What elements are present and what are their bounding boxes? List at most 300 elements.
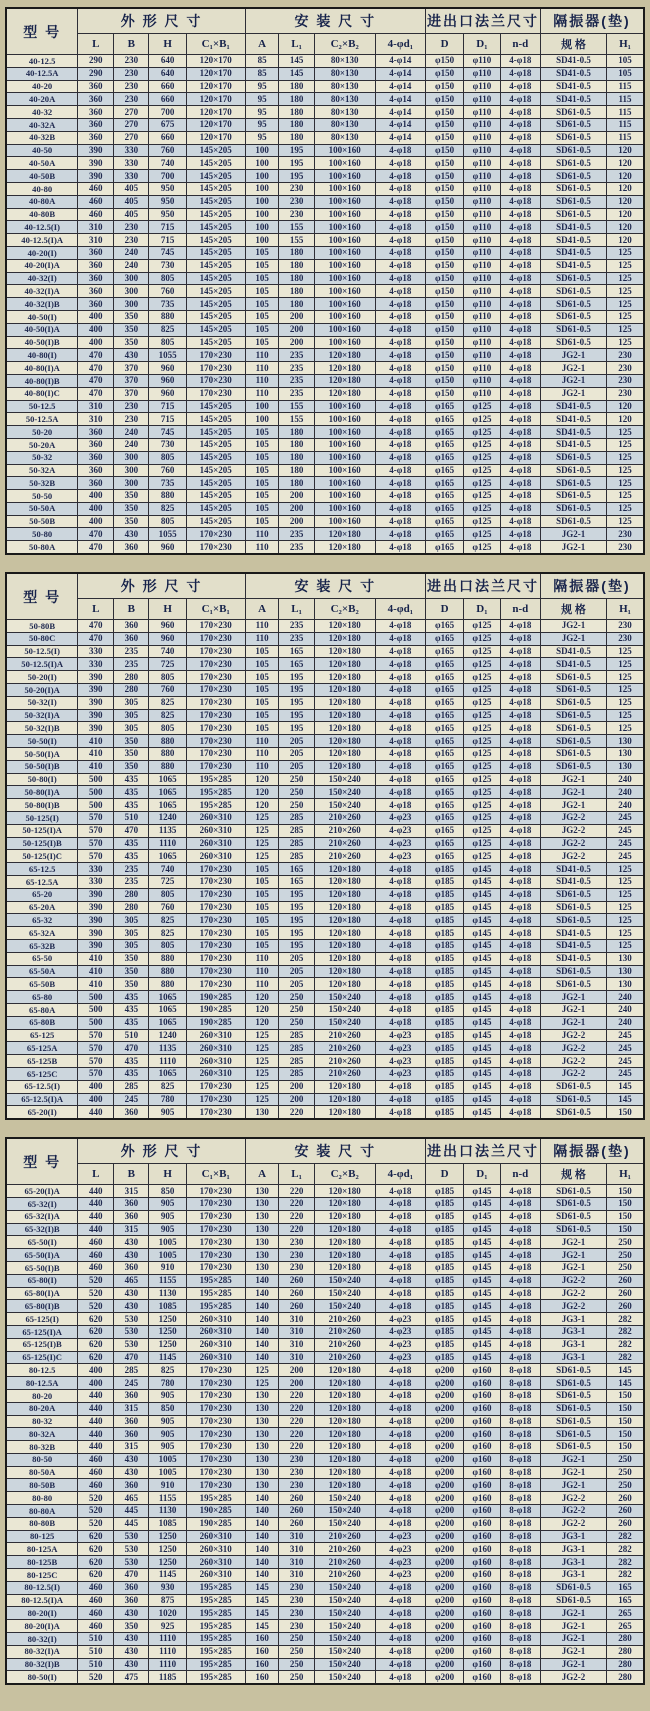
cell-inst-a: 95 — [245, 93, 279, 106]
cell-isolator-h1: 245 — [607, 850, 644, 863]
cell-dim-b: 360 — [114, 1106, 149, 1119]
cell-dim-b: 530 — [114, 1325, 149, 1338]
cell-dim-c1b1: 170×230 — [186, 1364, 245, 1377]
cell-isolator-spec: JG2-1 — [540, 1453, 606, 1466]
cell-inst-a: 130 — [245, 1261, 279, 1274]
cell-inst-l1: 230 — [279, 1594, 314, 1607]
cell-isolator-h1: 130 — [607, 965, 644, 978]
cell-flange-nd: 4-φ18 — [500, 374, 540, 387]
cell-isolator-h1: 115 — [607, 80, 644, 93]
cell-isolator-spec: SD41-0.5 — [540, 413, 606, 426]
cell-isolator-spec: SD61-0.5 — [540, 490, 606, 503]
cell-dim-l: 410 — [78, 748, 114, 761]
table-row — [6, 1492, 644, 1505]
cell-dim-c1b1: 120×170 — [186, 131, 245, 144]
table-row — [6, 799, 644, 812]
cell-flange-d1: φ145 — [464, 1300, 501, 1313]
cell-flange-d: φ150 — [426, 195, 464, 208]
cell-flange-d1: φ145 — [464, 876, 501, 889]
cell-dim-h: 825 — [149, 696, 186, 709]
cell-dim-l: 510 — [78, 1658, 114, 1671]
model-cell: 50-50(I) — [6, 735, 78, 748]
cell-inst-a: 130 — [245, 1402, 279, 1415]
cell-inst-4phid1: 4-φ18 — [375, 965, 425, 978]
cell-dim-l: 520 — [78, 1287, 114, 1300]
cell-flange-nd: 4-φ18 — [500, 413, 540, 426]
cell-flange-d: φ185 — [426, 1249, 464, 1262]
cell-dim-h: 1250 — [149, 1325, 186, 1338]
cell-dim-b: 315 — [114, 1441, 149, 1454]
cell-inst-a: 130 — [245, 1389, 279, 1402]
cell-dim-b: 350 — [114, 735, 149, 748]
cell-inst-c2b2: 120×180 — [314, 914, 375, 927]
model-cell: 80-50B — [6, 1479, 78, 1492]
cell-flange-d1: φ110 — [464, 93, 501, 106]
table-header — [6, 8, 644, 55]
cell-flange-d1: φ110 — [464, 349, 501, 362]
cell-flange-nd: 4-φ18 — [500, 336, 540, 349]
cell-inst-l1: 165 — [279, 876, 314, 889]
cell-inst-4phid1: 4-φ18 — [375, 451, 425, 464]
cell-dim-b: 230 — [114, 413, 149, 426]
cell-inst-l1: 180 — [279, 80, 314, 93]
cell-inst-l1: 180 — [279, 118, 314, 131]
table-row — [6, 888, 644, 901]
cell-inst-l1: 180 — [279, 464, 314, 477]
cell-inst-a: 110 — [245, 528, 279, 541]
cell-isolator-spec: SD61-0.5 — [540, 1428, 606, 1441]
cell-inst-a: 105 — [245, 709, 279, 722]
cell-dim-c1b1: 170×230 — [186, 760, 245, 773]
cell-flange-d: φ200 — [426, 1645, 464, 1658]
cell-inst-4phid1: 4-φ18 — [375, 1106, 425, 1119]
cell-flange-nd: 4-φ18 — [500, 1236, 540, 1249]
cell-flange-d1: φ145 — [464, 952, 501, 965]
col-group-installation: 安 装 尺 寸 — [245, 8, 425, 34]
model-cell: 65-80(I) — [6, 1274, 78, 1287]
cell-flange-nd: 4-φ18 — [500, 850, 540, 863]
model-cell: 65-50(I)B — [6, 1261, 78, 1274]
cell-isolator-h1: 265 — [607, 1607, 644, 1620]
cell-flange-d1: φ125 — [464, 760, 501, 773]
cell-flange-nd: 8-φ18 — [500, 1402, 540, 1415]
cell-inst-c2b2: 100×160 — [314, 464, 375, 477]
cell-inst-a: 140 — [245, 1338, 279, 1351]
cell-flange-d1: φ110 — [464, 170, 501, 183]
table-row — [6, 246, 644, 259]
cell-inst-c2b2: 120×180 — [314, 684, 375, 697]
cell-inst-a: 110 — [245, 632, 279, 645]
cell-flange-d: φ165 — [426, 824, 464, 837]
cell-dim-l: 510 — [78, 1633, 114, 1646]
cell-dim-h: 960 — [149, 374, 186, 387]
cell-dim-l: 500 — [78, 991, 114, 1004]
cell-dim-h: 880 — [149, 735, 186, 748]
cell-isolator-h1: 230 — [607, 541, 644, 554]
cell-dim-h: 1155 — [149, 1274, 186, 1287]
cell-isolator-spec: JG2-1 — [540, 528, 606, 541]
cell-dim-c1b1: 170×230 — [186, 1223, 245, 1236]
cell-dim-c1b1: 170×230 — [186, 632, 245, 645]
cell-dim-l: 440 — [78, 1389, 114, 1402]
cell-flange-d1: φ125 — [464, 645, 501, 658]
model-cell: 50-12.5A — [6, 413, 78, 426]
cell-dim-h: 730 — [149, 438, 186, 451]
cell-flange-nd: 4-φ18 — [500, 1042, 540, 1055]
cell-inst-l1: 230 — [279, 195, 314, 208]
cell-inst-a: 110 — [245, 349, 279, 362]
cell-inst-a: 105 — [245, 876, 279, 889]
cell-inst-c2b2: 100×160 — [314, 259, 375, 272]
cell-inst-a: 110 — [245, 748, 279, 761]
cell-dim-l: 310 — [78, 400, 114, 413]
cell-isolator-spec: SD41-0.5 — [540, 80, 606, 93]
cell-isolator-h1: 240 — [607, 799, 644, 812]
cell-inst-c2b2: 120×180 — [314, 1236, 375, 1249]
col-header-isolator-spec: 规 格 — [540, 34, 606, 55]
cell-dim-h: 1085 — [149, 1300, 186, 1313]
cell-dim-l: 360 — [78, 80, 114, 93]
cell-dim-c1b1: 170×230 — [186, 684, 245, 697]
cell-inst-4phid1: 4-φ18 — [375, 144, 425, 157]
cell-isolator-spec: JG3-1 — [540, 1530, 606, 1543]
cell-flange-nd: 4-φ18 — [500, 144, 540, 157]
cell-isolator-spec: JG2-2 — [540, 1287, 606, 1300]
model-cell: 65-125(I) — [6, 1313, 78, 1326]
table-row — [6, 1505, 644, 1518]
cell-inst-a: 105 — [245, 658, 279, 671]
cell-dim-l: 460 — [78, 1453, 114, 1466]
cell-inst-c2b2: 120×180 — [314, 1197, 375, 1210]
cell-flange-d: φ185 — [426, 1274, 464, 1287]
cell-dim-l: 440 — [78, 1185, 114, 1198]
model-cell: 80-20(I)A — [6, 1620, 78, 1633]
table-row — [6, 310, 644, 323]
cell-dim-h: 735 — [149, 477, 186, 490]
table-row — [6, 118, 644, 131]
cell-inst-l1: 200 — [279, 310, 314, 323]
cell-isolator-h1: 120 — [607, 182, 644, 195]
cell-isolator-h1: 120 — [607, 413, 644, 426]
cell-flange-d: φ150 — [426, 349, 464, 362]
cell-isolator-h1: 130 — [607, 735, 644, 748]
cell-inst-a: 105 — [245, 888, 279, 901]
cell-inst-l1: 310 — [279, 1556, 314, 1569]
cell-flange-d1: φ160 — [464, 1505, 501, 1518]
cell-dim-b: 370 — [114, 362, 149, 375]
table-row — [6, 901, 644, 914]
table-row — [6, 645, 644, 658]
cell-isolator-spec: JG2-1 — [540, 1261, 606, 1274]
table-row — [6, 1633, 644, 1646]
cell-inst-l1: 220 — [279, 1106, 314, 1119]
cell-dim-c1b1: 145×205 — [186, 246, 245, 259]
cell-flange-nd: 4-φ18 — [500, 272, 540, 285]
col-header-dim-h: H — [149, 599, 186, 620]
cell-inst-4phid1: 4-φ18 — [375, 709, 425, 722]
cell-isolator-h1: 150 — [607, 1185, 644, 1198]
cell-isolator-spec: SD41-0.5 — [540, 876, 606, 889]
cell-inst-a: 100 — [245, 157, 279, 170]
cell-inst-a: 125 — [245, 1029, 279, 1042]
cell-inst-c2b2: 100×160 — [314, 438, 375, 451]
cell-dim-c1b1: 190×285 — [186, 1517, 245, 1530]
cell-inst-l1: 250 — [279, 991, 314, 1004]
cell-dim-l: 390 — [78, 671, 114, 684]
cell-dim-l: 460 — [78, 1479, 114, 1492]
cell-inst-4phid1: 4-φ18 — [375, 1402, 425, 1415]
cell-dim-l: 620 — [78, 1325, 114, 1338]
cell-dim-b: 430 — [114, 528, 149, 541]
cell-dim-c1b1: 145×205 — [186, 144, 245, 157]
cell-dim-l: 360 — [78, 131, 114, 144]
cell-dim-b: 360 — [114, 1415, 149, 1428]
cell-dim-h: 825 — [149, 927, 186, 940]
cell-dim-b: 270 — [114, 106, 149, 119]
col-header-inst-l1: L₁ — [279, 1164, 314, 1185]
cell-flange-d: φ185 — [426, 888, 464, 901]
model-cell: 80-32A — [6, 1428, 78, 1441]
cell-isolator-h1: 125 — [607, 246, 644, 259]
cell-inst-4phid1: 4-φ18 — [375, 696, 425, 709]
cell-flange-d1: φ145 — [464, 1338, 501, 1351]
cell-dim-h: 760 — [149, 285, 186, 298]
cell-flange-d1: φ160 — [464, 1466, 501, 1479]
cell-dim-b: 330 — [114, 144, 149, 157]
cell-flange-d1: φ160 — [464, 1453, 501, 1466]
cell-inst-c2b2: 120×180 — [314, 1479, 375, 1492]
cell-inst-c2b2: 100×160 — [314, 221, 375, 234]
cell-inst-4phid1: 4-φ18 — [375, 464, 425, 477]
cell-flange-d: φ185 — [426, 1351, 464, 1364]
cell-inst-l1: 155 — [279, 400, 314, 413]
cell-inst-4phid1: 4-φ23 — [375, 1042, 425, 1055]
cell-isolator-h1: 130 — [607, 748, 644, 761]
cell-inst-4phid1: 4-φ18 — [375, 438, 425, 451]
table-row — [6, 1325, 644, 1338]
cell-dim-c1b1: 145×205 — [186, 464, 245, 477]
cell-inst-c2b2: 120×180 — [314, 1466, 375, 1479]
table-row — [6, 170, 644, 183]
cell-inst-4phid1: 4-φ18 — [375, 799, 425, 812]
cell-isolator-spec: SD61-0.5 — [540, 1389, 606, 1402]
cell-dim-b: 530 — [114, 1530, 149, 1543]
cell-dim-h: 850 — [149, 1185, 186, 1198]
table-row — [6, 400, 644, 413]
cell-dim-b: 305 — [114, 940, 149, 953]
cell-isolator-spec: SD41-0.5 — [540, 438, 606, 451]
cell-inst-4phid1: 4-φ18 — [375, 1633, 425, 1646]
cell-flange-d1: φ145 — [464, 1003, 501, 1016]
cell-dim-h: 740 — [149, 863, 186, 876]
cell-isolator-h1: 240 — [607, 786, 644, 799]
cell-dim-c1b1: 170×230 — [186, 1080, 245, 1093]
model-cell: 40-80 — [6, 182, 78, 195]
cell-flange-nd: 4-φ18 — [500, 438, 540, 451]
table-row — [6, 272, 644, 285]
cell-flange-d1: φ160 — [464, 1620, 501, 1633]
cell-isolator-spec: JG2-1 — [540, 620, 606, 633]
cell-isolator-spec: SD61-0.5 — [540, 1106, 606, 1119]
cell-flange-nd: 4-φ18 — [500, 1313, 540, 1326]
cell-flange-d: φ165 — [426, 799, 464, 812]
cell-inst-l1: 195 — [279, 144, 314, 157]
cell-isolator-h1: 125 — [607, 696, 644, 709]
cell-inst-a: 130 — [245, 1249, 279, 1262]
cell-inst-a: 105 — [245, 310, 279, 323]
cell-flange-d1: φ110 — [464, 374, 501, 387]
cell-flange-d: φ185 — [426, 1093, 464, 1106]
cell-dim-h: 700 — [149, 106, 186, 119]
cell-inst-l1: 235 — [279, 632, 314, 645]
cell-dim-c1b1: 170×230 — [186, 1428, 245, 1441]
col-group-isolator: 隔振器(垫) — [540, 573, 644, 599]
cell-inst-4phid1: 4-φ18 — [375, 336, 425, 349]
cell-isolator-spec: SD61-0.5 — [540, 965, 606, 978]
model-cell: 65-32A — [6, 927, 78, 940]
cell-dim-l: 500 — [78, 773, 114, 786]
cell-dim-c1b1: 170×230 — [186, 528, 245, 541]
cell-isolator-h1: 245 — [607, 1067, 644, 1080]
cell-dim-h: 960 — [149, 362, 186, 375]
cell-isolator-h1: 240 — [607, 1016, 644, 1029]
cell-dim-l: 400 — [78, 515, 114, 528]
cell-isolator-h1: 145 — [607, 1093, 644, 1106]
cell-dim-h: 715 — [149, 221, 186, 234]
cell-flange-nd: 4-φ18 — [500, 426, 540, 439]
cell-dim-c1b1: 170×230 — [186, 914, 245, 927]
cell-flange-d1: φ160 — [464, 1415, 501, 1428]
cell-isolator-h1: 150 — [607, 1223, 644, 1236]
table-row — [6, 1249, 644, 1262]
cell-inst-l1: 195 — [279, 888, 314, 901]
cell-dim-b: 360 — [114, 1594, 149, 1607]
col-group-isolator: 隔振器(垫) — [540, 8, 644, 34]
col-group-flange: 进出口法兰尺寸 — [426, 573, 541, 599]
cell-dim-h: 1065 — [149, 1003, 186, 1016]
cell-dim-c1b1: 195×285 — [186, 1620, 245, 1633]
cell-inst-a: 140 — [245, 1530, 279, 1543]
cell-isolator-spec: SD41-0.5 — [540, 940, 606, 953]
cell-dim-b: 230 — [114, 93, 149, 106]
cell-inst-c2b2: 80×130 — [314, 106, 375, 119]
cell-dim-b: 435 — [114, 786, 149, 799]
cell-inst-4phid1: 4-φ23 — [375, 1530, 425, 1543]
cell-inst-a: 140 — [245, 1569, 279, 1582]
cell-flange-d: φ200 — [426, 1364, 464, 1377]
cell-inst-4phid1: 4-φ18 — [375, 1658, 425, 1671]
cell-dim-b: 465 — [114, 1274, 149, 1287]
cell-isolator-spec: SD61-0.5 — [540, 888, 606, 901]
cell-dim-h: 735 — [149, 298, 186, 311]
model-cell: 50-50B — [6, 515, 78, 528]
cell-flange-nd: 4-φ18 — [500, 477, 540, 490]
model-cell: 65-50B — [6, 978, 78, 991]
cell-dim-c1b1: 145×205 — [186, 336, 245, 349]
cell-dim-l: 520 — [78, 1492, 114, 1505]
cell-dim-l: 400 — [78, 323, 114, 336]
cell-isolator-h1: 282 — [607, 1543, 644, 1556]
table-row — [6, 438, 644, 451]
cell-isolator-h1: 120 — [607, 400, 644, 413]
cell-dim-l: 460 — [78, 1466, 114, 1479]
cell-flange-d: φ150 — [426, 234, 464, 247]
cell-flange-d: φ165 — [426, 773, 464, 786]
cell-dim-c1b1: 145×205 — [186, 323, 245, 336]
model-cell: 40-80(I)C — [6, 387, 78, 400]
col-header-isolator-h1: H₁ — [607, 599, 644, 620]
cell-inst-4phid1: 4-φ18 — [375, 515, 425, 528]
cell-flange-nd: 4-φ18 — [500, 490, 540, 503]
model-cell: 50-80B — [6, 620, 78, 633]
cell-dim-l: 440 — [78, 1428, 114, 1441]
cell-dim-l: 440 — [78, 1106, 114, 1119]
table-row — [6, 1106, 644, 1119]
col-header-model: 型 号 — [6, 1138, 78, 1185]
cell-dim-l: 330 — [78, 645, 114, 658]
table-row — [6, 978, 644, 991]
col-header-inst-4phid1: 4-φd₁ — [375, 1164, 425, 1185]
table-row — [6, 1185, 644, 1198]
table-row — [6, 1530, 644, 1543]
cell-dim-l: 390 — [78, 696, 114, 709]
cell-flange-d1: φ160 — [464, 1658, 501, 1671]
cell-inst-l1: 180 — [279, 106, 314, 119]
cell-flange-d: φ200 — [426, 1633, 464, 1646]
cell-inst-l1: 180 — [279, 272, 314, 285]
cell-flange-d1: φ145 — [464, 1106, 501, 1119]
cell-flange-d1: φ110 — [464, 336, 501, 349]
cell-inst-4phid1: 4-φ18 — [375, 1016, 425, 1029]
cell-flange-nd: 4-φ18 — [500, 837, 540, 850]
cell-inst-4phid1: 4-φ18 — [375, 182, 425, 195]
cell-flange-d: φ200 — [426, 1530, 464, 1543]
cell-inst-4phid1: 4-φ23 — [375, 1325, 425, 1338]
cell-dim-b: 470 — [114, 1569, 149, 1582]
cell-dim-l: 460 — [78, 1594, 114, 1607]
cell-inst-4phid1: 4-φ18 — [375, 671, 425, 684]
cell-dim-h: 675 — [149, 118, 186, 131]
cell-dim-c1b1: 195×285 — [186, 1581, 245, 1594]
table-row — [6, 1261, 644, 1274]
cell-flange-nd: 4-φ18 — [500, 464, 540, 477]
model-cell: 65-32(I)A — [6, 1210, 78, 1223]
cell-flange-nd: 4-φ18 — [500, 323, 540, 336]
cell-dim-c1b1: 260×310 — [186, 1055, 245, 1068]
cell-inst-a: 110 — [245, 362, 279, 375]
cell-flange-nd: 8-φ18 — [500, 1556, 540, 1569]
cell-flange-d1: φ145 — [464, 1236, 501, 1249]
cell-isolator-h1: 115 — [607, 93, 644, 106]
cell-inst-c2b2: 150×240 — [314, 1517, 375, 1530]
cell-inst-4phid1: 4-φ18 — [375, 374, 425, 387]
cell-inst-a: 160 — [245, 1658, 279, 1671]
model-cell: 40-32(I)B — [6, 298, 78, 311]
cell-isolator-h1: 265 — [607, 1620, 644, 1633]
cell-inst-c2b2: 210×260 — [314, 1029, 375, 1042]
cell-isolator-spec: JG2-1 — [540, 773, 606, 786]
cell-flange-d1: φ110 — [464, 131, 501, 144]
cell-inst-c2b2: 100×160 — [314, 208, 375, 221]
cell-inst-l1: 230 — [279, 1453, 314, 1466]
cell-inst-c2b2: 120×180 — [314, 927, 375, 940]
cell-inst-a: 140 — [245, 1274, 279, 1287]
cell-inst-c2b2: 100×160 — [314, 157, 375, 170]
cell-dim-b: 315 — [114, 1223, 149, 1236]
cell-dim-h: 745 — [149, 426, 186, 439]
cell-flange-d1: φ160 — [464, 1402, 501, 1415]
cell-dim-b: 300 — [114, 451, 149, 464]
